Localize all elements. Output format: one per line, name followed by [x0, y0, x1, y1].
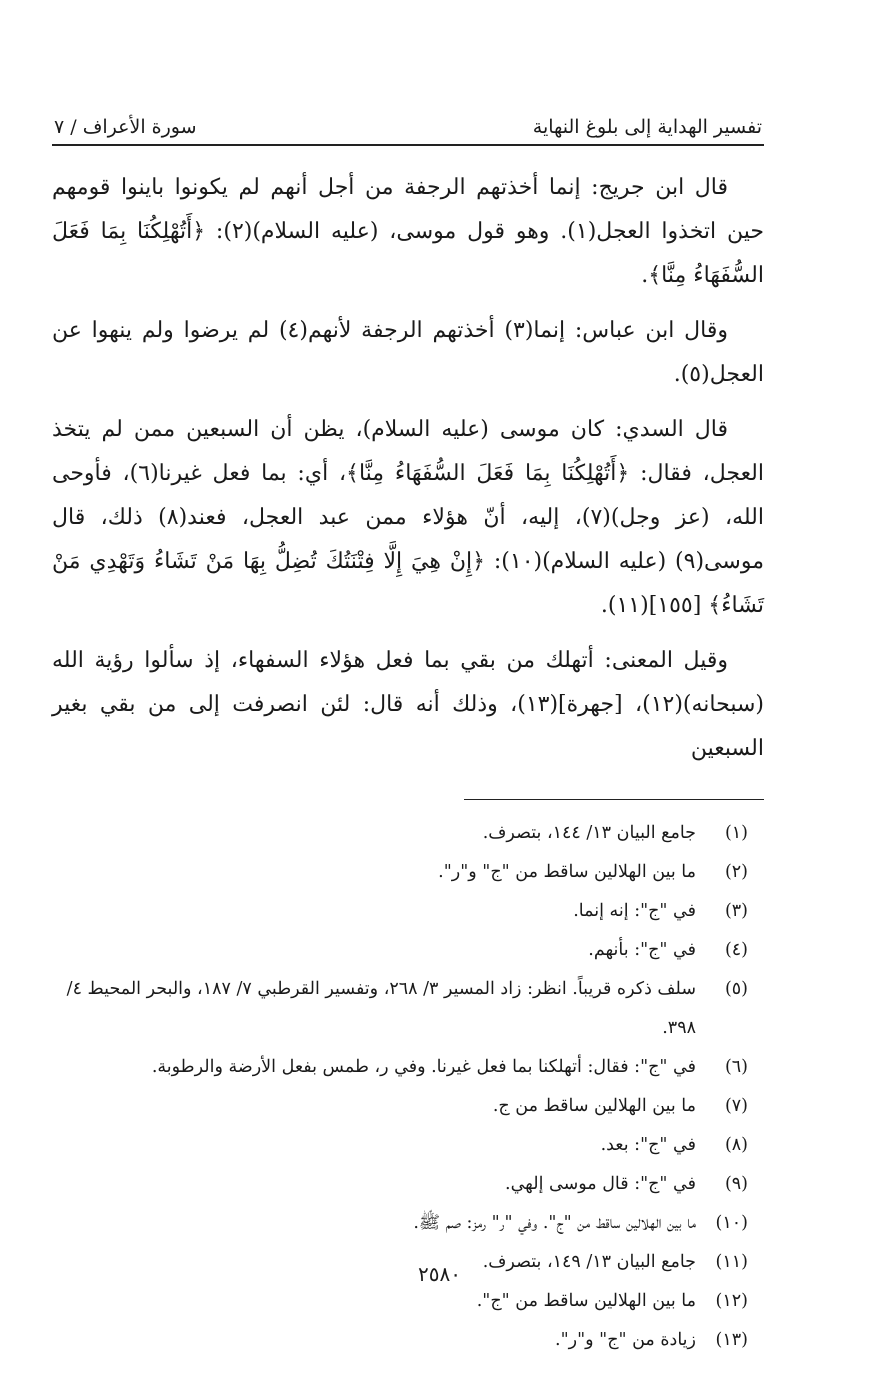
footnote-text: في "ج": بعد. — [600, 1135, 696, 1155]
footnote-number: (٧) — [724, 1096, 748, 1116]
footnote-number: (٥) — [724, 979, 748, 999]
footnote-number: (٦) — [724, 1057, 748, 1077]
footnote-number: (٤) — [724, 940, 748, 960]
footnote-number: (١) — [724, 823, 748, 843]
footnote-number: (٩) — [724, 1174, 748, 1194]
footnote-number: (١٢) — [715, 1291, 748, 1311]
footnote-number: (٣) — [724, 901, 748, 921]
page-number: ٢٥٨٠ — [418, 1262, 461, 1286]
footnote-text: زيادة من "ج" و"ر". — [555, 1330, 696, 1350]
footnote — [52, 1165, 764, 1204]
footnote-number: (١٣) — [715, 1330, 748, 1350]
footnote-number: (١١) — [715, 1252, 748, 1272]
footnote-text: ما بين الهلالين ساقط من "ج" و"ر". — [438, 862, 696, 882]
footnote-number: (٨) — [724, 1135, 748, 1155]
footnote-text: في "ج": بأنهم. — [588, 940, 696, 960]
footnote-number: (٢) — [724, 862, 748, 882]
footnote — [52, 931, 764, 970]
footnote-text: ما بين الهلالين ساقط من "ج". — [476, 1291, 696, 1311]
paragraph: وقال ابن عباس: إنما(٣) أخذتهم الرجفة لأنهم(٤) لم يرضوا ولم ينهوا عن العجل(٥). — [52, 318, 764, 387]
footnote — [52, 853, 764, 892]
footnote — [52, 970, 764, 1048]
footnote — [52, 1087, 764, 1126]
footnote — [52, 814, 764, 853]
footnote — [52, 1126, 764, 1165]
footnote — [52, 1048, 764, 1087]
footnote-text: جامع البيان ١٣/ ١٤٤، بتصرف. — [482, 823, 696, 843]
footnote-text: سلف ذكره قريباً. انظر: زاد المسير ٣/ ٢٦٨، وتفسير القرطبي ٧/ ١٨٧، والبحر المحيط ٤/ ٣٩٨. — [66, 979, 696, 1038]
footnote — [52, 1282, 764, 1321]
footnote-text: جامع البيان ١٣/ ١٤٩، بتصرف. — [482, 1252, 696, 1272]
surah-label: سورة الأعراف / ٧ — [54, 116, 197, 138]
footnote-text: ما بين الهلالين ساقط من "ج". وفي "ر" رمز: صم ﷺ. — [413, 1213, 696, 1233]
main-text — [52, 166, 764, 771]
footnote-text: في "ج": قال موسى إلهي. — [505, 1174, 696, 1194]
footnote-text: في "ج": إنه إنما. — [573, 901, 696, 921]
paragraph: قال ابن جريج: إنما أخذتهم الرجفة من أجل أنهم لم يكونوا باينوا قومهم حين اتخذوا العجل(١). وهو قول موسى، (عليه السلام)(٢): ﴿أَتُهْلِكُنَا بِمَا فَعَلَ السُّفَهَاءُ مِنَّا﴾. — [52, 175, 764, 288]
footnote-number: (١٠) — [715, 1213, 748, 1233]
page — [52, 100, 764, 1360]
paragraph: وقيل المعنى: أتهلك من بقي بما فعل هؤلاء السفهاء، إذ سألوا رؤية الله (سبحانه)(١٢)، [جهرة](١٣)، وذلك أنه قال: لئن انصرفت إلى من بقي بغير السبعين — [52, 648, 764, 761]
footnote — [52, 1204, 764, 1243]
footnote-text: ما بين الهلالين ساقط من ج. — [492, 1096, 696, 1116]
running-header — [52, 100, 764, 146]
footnote — [52, 892, 764, 931]
footnote — [52, 1321, 764, 1360]
footnote-text: في "ج": فقال: أتهلكنا بما فعل غيرنا. وفي ر، طمس بفعل الأرضة والرطوبة. — [151, 1057, 696, 1077]
footnote-separator — [464, 799, 764, 800]
book-title: تفسير الهداية إلى بلوغ النهاية — [532, 116, 762, 138]
paragraph: قال السدي: كان موسى (عليه السلام)، يظن أن السبعين ممن لم يتخذ العجل، فقال: ﴿أَتُهْلِكُنَا بِمَا فَعَلَ السُّفَهَاءُ مِنَّا﴾، أي: بما فعل غيرنا(٦)، فأوحى الله، (عز وجل)(٧)، إليه، أنّ هؤلاء ممن عبد العجل، فعند(٨) ذلك، قال موسى(٩) (عليه السلام)(١٠): ﴿إِنْ هِيَ إِلَّا فِتْنَتُكَ تُضِلُّ بِهَا مَنْ تَشَاءُ وَتَهْدِي مَنْ تَشَاءُ﴾ [١٥٥](١١). — [52, 417, 764, 618]
